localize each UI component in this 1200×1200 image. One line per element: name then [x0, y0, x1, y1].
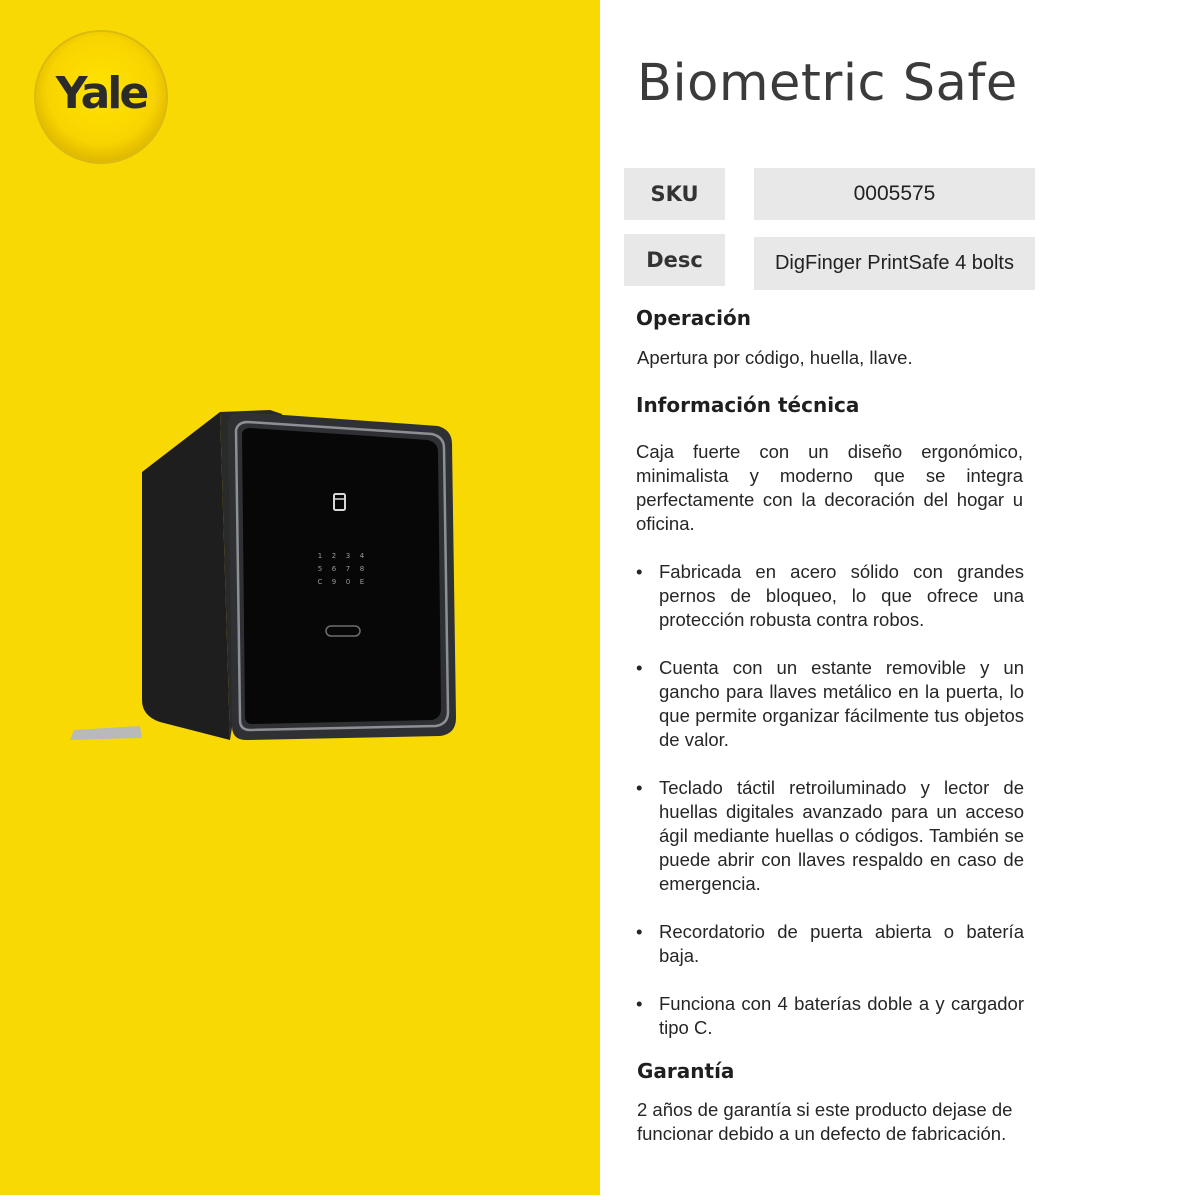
brand-panel	[0, 0, 600, 1195]
safe-product-image	[60, 400, 480, 760]
list-item: • Teclado táctil retroiluminado y lector de huellas digitales avanzado para un acceso ágil mediante huellas o códigos. También se puede abrir con llaves respaldo en caso de emergencia.	[636, 776, 1024, 896]
warranty-heading: Garantía	[637, 1059, 735, 1083]
logo-text: Yale	[55, 68, 147, 119]
desc-label: Desc	[624, 234, 725, 286]
list-item: • Cuenta con un estante removible y un gancho para llaves metálico en la puerta, lo que permite organizar fácilmente tus objetos de valor.	[636, 656, 1024, 752]
sku-label: SKU	[624, 168, 725, 220]
safe-side-panel	[142, 412, 230, 740]
safe-glass-door	[242, 428, 441, 724]
keypad-key: 4	[359, 552, 365, 560]
keypad-key: 6	[331, 565, 337, 573]
keypad-key: 0	[345, 578, 351, 586]
info-panel	[600, 0, 1200, 1200]
technical-intro: Caja fuerte con un diseño ergonómico, minimalista y moderno que se integra perfectamente con la decoración del hogar u oficina.	[636, 441, 1023, 534]
keypad-key: 2	[331, 552, 337, 560]
keypad-key: 5	[317, 565, 323, 573]
list-item: • Fabricada en acero sólido con grandes pernos de bloqueo, lo que ofrece una protección robusta contra robos.	[636, 560, 1024, 632]
list-item: • Recordatorio de puerta abierta o batería baja.	[636, 920, 1024, 968]
product-title: Biometric Safe	[637, 54, 1018, 113]
keypad-key: E	[359, 578, 365, 586]
keypad-key: 7	[345, 565, 351, 573]
keypad-key: 9	[331, 578, 337, 586]
keypad-key: 1	[317, 552, 323, 560]
list-item: • Funciona con 4 baterías doble a y cargador tipo C.	[636, 992, 1024, 1040]
desc-value: DigFinger PrintSafe 4 bolts	[754, 237, 1035, 290]
safe-base-plate	[70, 726, 142, 740]
yale-logo	[36, 32, 166, 162]
keypad-key: 3	[345, 552, 351, 560]
sku-value: 0005575	[754, 168, 1035, 220]
operation-text: Apertura por código, huella, llave.	[637, 347, 913, 368]
keypad-key: C	[317, 578, 323, 586]
operation-heading: Operación	[636, 306, 751, 330]
feature-list	[636, 560, 1024, 1064]
keypad-key: 8	[359, 565, 365, 573]
warranty-text: 2 años de garantía si este producto dejase de funcionar debido a un defecto de fabricación.	[637, 1099, 1013, 1144]
technical-heading: Información técnica	[636, 393, 860, 417]
